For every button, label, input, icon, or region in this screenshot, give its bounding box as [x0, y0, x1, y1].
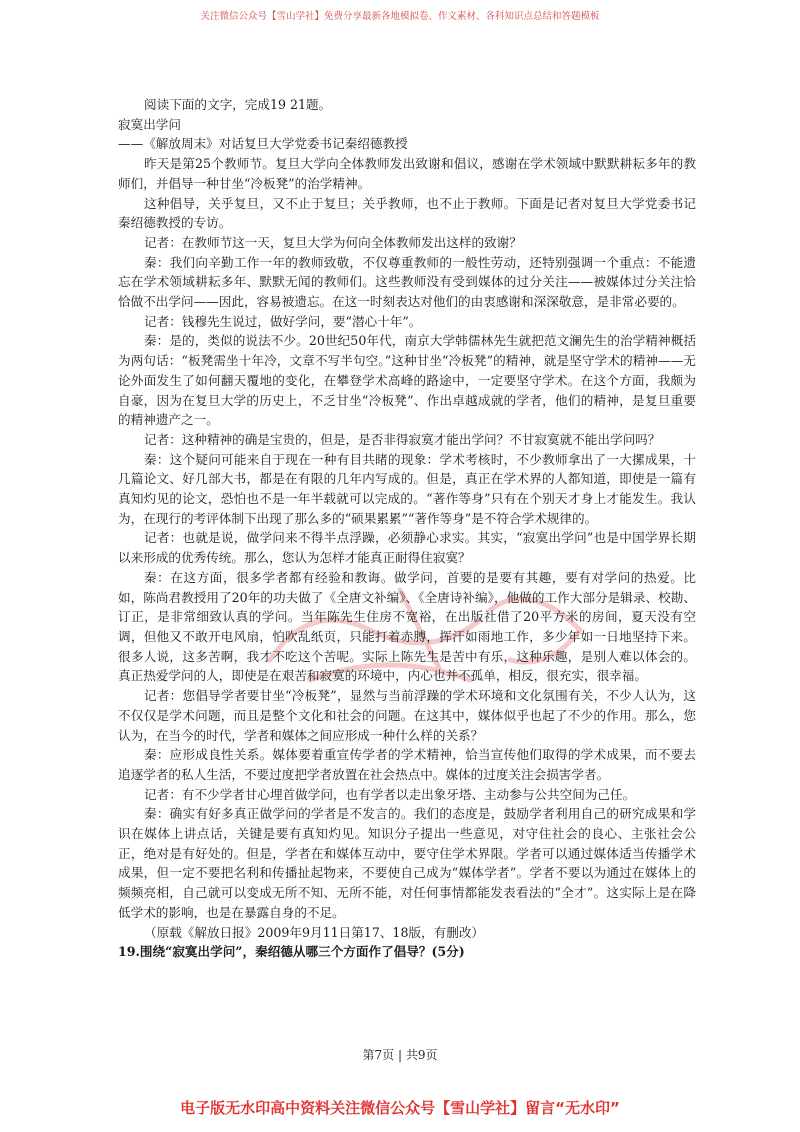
paragraph: 秦：我们向辛勤工作一年的教师致敬，不仅尊重教师的一般性劳动，还特别强调一个重点：不能遗忘在学术领域耕耘多年、默默无闻的教师们。这些教师没有受到媒体的过分关注——被媒体过分关注恰恰做不出学问——因此，容易被遗忘。在这一时刻表达对他们的由衷感谢和深深敬意，是非常必要的。: [118, 254, 696, 310]
paragraph: 秦：是的，类似的说法不少。20世纪50年代，南京大学韩儒林先生就把范文澜先生的治学精神概括为两句话：“板凳需坐十年冷，文章不写半句空。”这种甘坐“冷板凳”的精神，就是坚守学术的精神——无论外面发生了如何翻天覆地的变化，在攀登学术高峰的路途中，一定要坚守学术。在这个方面，我颇为自豪，因为在复旦大学的历史上，不乏甘坐“冷板凳”、作出卓越成就的学者，他们的精神，是复旦重要的精神遗产之一。: [118, 333, 696, 428]
top-promo-banner: 关注微信公众号【雪山学社】免费分享最新各地模拟卷、作文素材、各科知识点总结和答题模板: [200, 11, 600, 22]
paragraph: 记者：有不少学者甘心埋首做学问，也有学者以走出象牙塔、主动参与公共空间为己任。: [144, 786, 636, 802]
paragraph: 记者：这种精神的确是宝贵的，但是，是否非得寂寞才能出学问？不甘寂寞就不能出学问吗？: [144, 431, 661, 447]
paragraph: 记者：钱穆先生说过，做好学问，要“潜心十年”。: [144, 313, 422, 329]
paragraph: 秦：这个疑问可能来自于现在一种有目共睹的现象：学术考核时，不少教师拿出了一大摞成果，十几篇论文、好几部大书，都是在有限的几年内写成的。但是，真正在学术界的人都知道，即使是一篇有真知灼见的论文，恐怕也不是一年半载就可以完成的。“著作等身”只有在个别天才身上才能发生。我认为，在现行的考评体制下出现了那么多的“硕果累累”“著作等身”是不符合学术规律的。: [118, 451, 696, 526]
paragraph: 昨天是第25个教师节。复旦大学向全体教师发出致谢和倡议，感谢在学术领域中默默耕耘多年的教师们，并倡导一种甘坐“冷板凳”的治学精神。: [118, 156, 696, 191]
article-title: 寂寞出学问: [118, 116, 181, 132]
paragraph: 秦：应形成良性关系。媒体要着重宣传学者的学术精神，恰当宣传他们取得的学术成果，而不要去追逐学者的私人生活，不要过度把学者放置在社会热点中。媒体的过度关注会损害学者。: [118, 747, 696, 782]
source-citation: （原载《解放日报》2009年9月11日第17、18版，有删改）: [144, 924, 485, 940]
paragraph: 秦：确实有好多真正做学问的学者是不发言的。我们的态度是，鼓励学者利用自己的研究成果和学识在媒体上讲点话，关键是要有真知灼见。知识分子提出一些意见，对守住社会的良心、主张社会公正，绝对是有好处的。但是，学者在和媒体互动中，要守住学术界限。学者可以通过媒体适当传播学术成果，但一定不要把名利和传播扯起物来，不要使自己成为“媒体学者”。学者不要以为通过在媒体上的频频亮相，自己就可以变成无所不知、无所不能，对任何事情都能发表看法的“全才”。这实际上是在降低学术的影响，也是在暴露自身的不足。: [118, 806, 696, 920]
reading-instruction: 阅读下面的文字，完成19 21题。: [144, 97, 332, 112]
page-number: 第7页 | 共9页: [362, 1048, 438, 1062]
paragraph: 这种倡导，关乎复旦，又不止于复旦；关乎教师，也不止于教师。下面是记者对复旦大学党委书记秦绍德教授的专访。: [118, 195, 696, 231]
bottom-promo-banner: 电子版无水印高中资料关注微信公众号【雪山学社】留言“无水印”: [180, 1099, 620, 1117]
paragraph: 记者：在教师节这一天，复旦大学为何向全体教师发出这样的致谢？: [144, 234, 522, 250]
question-19: 19.围绕“寂寞出学问”，秦绍德从哪三个方面作了倡导？(5分): [118, 944, 465, 960]
article-body: [118, 95, 696, 962]
paragraph: 记者：您倡导学者要甘坐“冷板凳”，显然与当前浮躁的学术环境和文化氛围有关，不少人认为，这不仅仅是学术问题，而且是整个文化和社会的问题。在这其中，媒体似乎也起了不少的作用。那么，您认为，在当今的时代，学者和媒体之间应形成一种什么样的关系？: [118, 688, 696, 743]
paragraph: 秦：在这方面，很多学者都有经验和教诲。做学问，首要的是要有其趣，要有对学问的热爱。比如，陈尚君教授用了20年的功夫做了《全唐文补编》、《全唐诗补编》，他做的工作大部分是辑录、校勘、订正，是非常细致认真的学问。当年陈先生住房不宽裕，在出版社借了20平方米的房间，夏天没有空调，但他又不敢开电风扇，怕吹乱纸页，只能打着赤膊，挥汗如雨地工作，多少年如一日地坚持下来。很多人说，这多苦啊，我才不吃这个苦呢。实际上陈先生是苦中有乐，这种乐趣，是别人难以体会的。真正热爱学问的人，即使是在艰苦和寂寞的环境中，内心也并不孤单，相反，很充实，很幸福。: [118, 569, 696, 684]
paragraph: 记者：也就是说，做学问来不得半点浮躁，必须静心求实。其实，“寂寞出学问”也是中国学界长期以来形成的优秀传统。那么，您认为怎样才能真正耐得住寂寞？: [118, 530, 696, 566]
article-subtitle: ——《解放周末》对话复旦大学党委书记秦绍德教授: [118, 136, 408, 152]
